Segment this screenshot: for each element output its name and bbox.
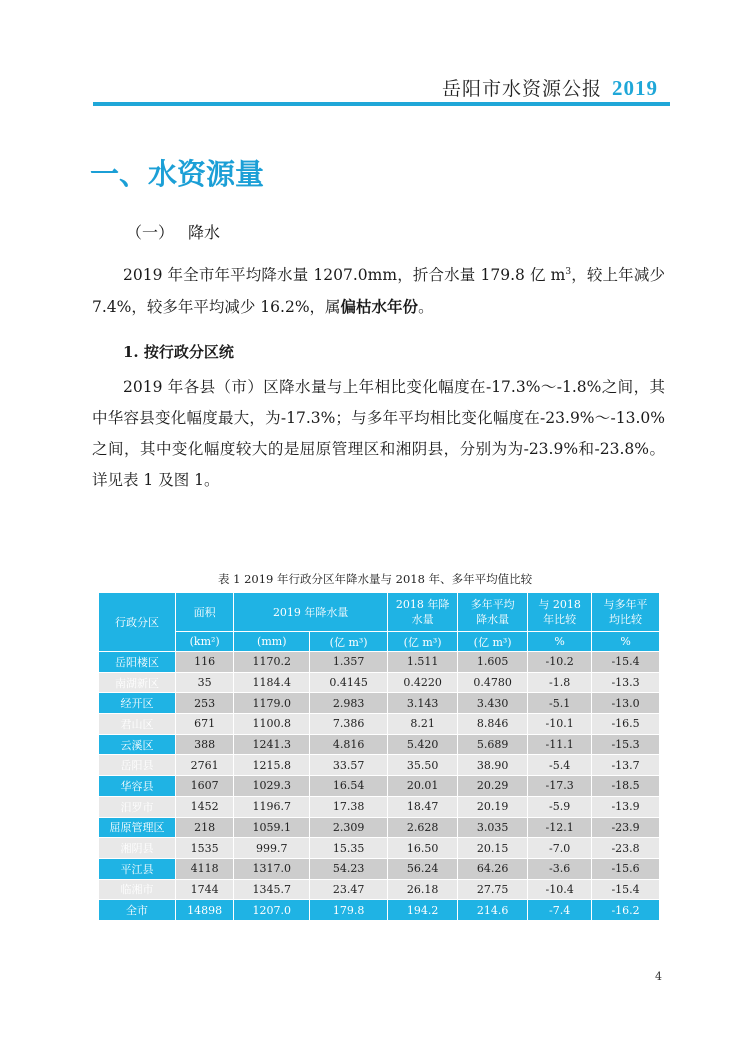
cell-volume-2018: 3.143 <box>388 693 458 714</box>
cell-volume-avg: 3.035 <box>458 817 528 838</box>
header-precip-2018-line2: 水量 <box>411 613 434 626</box>
cell-depth-mm: 1184.4 <box>234 672 310 693</box>
cell-area: 116 <box>176 652 234 673</box>
cell-area: 14898 <box>176 900 234 921</box>
header-precip-2019: 2019 年降水量 <box>234 593 388 632</box>
cell-volume: 17.38 <box>310 796 388 817</box>
para1-text-a: 2019 年全市年平均降水量 1207.0mm，折合水量 179.8 亿 m <box>123 266 566 285</box>
header-avg-line1: 多年平均 <box>470 598 515 611</box>
cell-region: 经开区 <box>99 693 176 714</box>
cell-region: 汨罗市 <box>99 796 176 817</box>
cell-volume: 4.816 <box>310 734 388 755</box>
header-avg-precip <box>458 593 528 632</box>
header-compare-avg <box>592 593 660 632</box>
cell-volume: 2.309 <box>310 817 388 838</box>
cell-change-2018: -7.0 <box>528 838 592 859</box>
report-header <box>442 74 658 101</box>
cell-change-avg: -23.8 <box>592 838 660 859</box>
unit-pct-avg: % <box>592 632 660 652</box>
header-precip-2018-line1: 2018 年降 <box>395 598 450 611</box>
cell-change-2018: -10.2 <box>528 652 592 673</box>
cell-region: 全市 <box>99 900 176 921</box>
cell-region: 岳阳楼区 <box>99 652 176 673</box>
cell-volume: 54.23 <box>310 858 388 879</box>
para1-bold-term: 偏枯水年份 <box>340 297 419 317</box>
table-row <box>99 796 660 817</box>
cell-volume-2018: 20.01 <box>388 776 458 797</box>
cell-region: 岳阳县 <box>99 755 176 776</box>
cell-depth-mm: 1100.8 <box>234 714 310 735</box>
cell-change-2018: -5.9 <box>528 796 592 817</box>
cell-volume-2018: 18.47 <box>388 796 458 817</box>
table-row <box>99 755 660 776</box>
header-cmpavg-line1: 与多年平 <box>603 598 648 611</box>
cell-volume-avg: 38.90 <box>458 755 528 776</box>
cell-region: 临湘市 <box>99 879 176 900</box>
cell-change-avg: -16.5 <box>592 714 660 735</box>
table-row <box>99 817 660 838</box>
cell-change-2018: -3.6 <box>528 858 592 879</box>
cell-area: 218 <box>176 817 234 838</box>
report-year: 2019 <box>612 76 658 100</box>
unit-depth: (mm) <box>234 632 310 652</box>
cell-change-avg: -13.0 <box>592 693 660 714</box>
cell-change-2018: -5.4 <box>528 755 592 776</box>
cell-area: 1744 <box>176 879 234 900</box>
cell-depth-mm: 999.7 <box>234 838 310 859</box>
cell-volume: 23.47 <box>310 879 388 900</box>
cell-region: 华容县 <box>99 776 176 797</box>
cell-depth-mm: 1241.3 <box>234 734 310 755</box>
cell-region: 云溪区 <box>99 734 176 755</box>
cell-volume: 33.57 <box>310 755 388 776</box>
cell-area: 671 <box>176 714 234 735</box>
cell-volume-2018: 1.511 <box>388 652 458 673</box>
cell-region: 湘阴县 <box>99 838 176 859</box>
cell-area: 1452 <box>176 796 234 817</box>
paragraph-annual-precipitation <box>92 257 665 323</box>
cell-volume-avg: 8.846 <box>458 714 528 735</box>
table-body <box>99 652 660 921</box>
section-number: （一） <box>126 223 175 242</box>
cell-volume-avg: 20.15 <box>458 838 528 859</box>
cell-change-avg: -15.6 <box>592 858 660 879</box>
cell-volume-avg: 1.605 <box>458 652 528 673</box>
unit-volume-avg: (亿 m³) <box>458 632 528 652</box>
cell-volume-avg: 27.75 <box>458 879 528 900</box>
cell-area: 35 <box>176 672 234 693</box>
cell-volume-avg: 5.689 <box>458 734 528 755</box>
cell-volume: 7.386 <box>310 714 388 735</box>
cell-change-avg: -18.5 <box>592 776 660 797</box>
report-title: 岳阳市水资源公报 <box>441 78 602 100</box>
para1-text-c: 。 <box>418 298 434 317</box>
header-compare-2018 <box>528 593 592 632</box>
cell-depth-mm: 1179.0 <box>234 693 310 714</box>
table-row <box>99 672 660 693</box>
subsection-heading: 1. 按行政分区统 <box>123 343 234 361</box>
paragraph-district-variation: 2019 年各县（市）区降水量与上年相比变化幅度在-17.3%～-1.8%之间，其中华容县变化幅度最大，为-17.3%；与多年平均相比变化幅度在-23.9%～-13.0%之间，其中变化幅度较大的是屈原管理区和湘阴县，分别为为-23.9%和-23.8%。详见表 1 及图 1。 <box>92 378 665 489</box>
header-cmp2018-line2: 年比较 <box>543 613 577 626</box>
cell-area: 4118 <box>176 858 234 879</box>
unit-volume-2018: (亿 m³) <box>388 632 458 652</box>
cell-change-2018: -11.1 <box>528 734 592 755</box>
table-row <box>99 714 660 735</box>
header-precip-2018 <box>388 593 458 632</box>
cell-area: 2761 <box>176 755 234 776</box>
cell-depth-mm: 1170.2 <box>234 652 310 673</box>
cell-volume-avg: 20.19 <box>458 796 528 817</box>
cell-volume-avg: 3.430 <box>458 693 528 714</box>
cell-change-avg: -15.4 <box>592 652 660 673</box>
cell-area: 1607 <box>176 776 234 797</box>
section-heading <box>126 220 220 243</box>
precipitation-table <box>98 592 660 921</box>
table-row <box>99 838 660 859</box>
unit-volume: (亿 m³) <box>310 632 388 652</box>
table-row <box>99 693 660 714</box>
header-divider <box>93 102 670 106</box>
cell-volume: 2.983 <box>310 693 388 714</box>
chapter-title: 一、水资源量 <box>90 157 265 191</box>
unit-area: (km²) <box>176 632 234 652</box>
page-number: 4 <box>655 970 662 983</box>
cell-volume-2018: 35.50 <box>388 755 458 776</box>
table-caption: 表 1 2019 年行政分区年降水量与 2018 年、多年平均值比较 <box>217 572 533 586</box>
cell-area: 253 <box>176 693 234 714</box>
table-row <box>99 652 660 673</box>
unit-pct-2018: % <box>528 632 592 652</box>
cell-depth-mm: 1059.1 <box>234 817 310 838</box>
cell-change-avg: -16.2 <box>592 900 660 921</box>
cell-change-2018: -5.1 <box>528 693 592 714</box>
header-cmpavg-line2: 均比较 <box>609 613 643 626</box>
para1-superscript: 3 <box>565 267 572 277</box>
cell-depth-mm: 1215.8 <box>234 755 310 776</box>
cell-change-2018: -10.1 <box>528 714 592 735</box>
cell-volume: 16.54 <box>310 776 388 797</box>
cell-volume: 15.35 <box>310 838 388 859</box>
cell-region: 平江县 <box>99 858 176 879</box>
table-row <box>99 734 660 755</box>
cell-change-avg: -23.9 <box>592 817 660 838</box>
header-row <box>99 593 660 632</box>
cell-change-2018: -12.1 <box>528 817 592 838</box>
cell-area: 388 <box>176 734 234 755</box>
cell-depth-mm: 1196.7 <box>234 796 310 817</box>
cell-volume: 179.8 <box>310 900 388 921</box>
units-row <box>99 632 660 652</box>
cell-change-avg: -13.3 <box>592 672 660 693</box>
table-row <box>99 879 660 900</box>
cell-volume: 0.4145 <box>310 672 388 693</box>
cell-region: 屈原管理区 <box>99 817 176 838</box>
cell-change-2018: -10.4 <box>528 879 592 900</box>
cell-change-avg: -15.3 <box>592 734 660 755</box>
cell-volume-2018: 194.2 <box>388 900 458 921</box>
cell-volume-2018: 5.420 <box>388 734 458 755</box>
cell-volume-avg: 64.26 <box>458 858 528 879</box>
cell-volume-2018: 16.50 <box>388 838 458 859</box>
cell-volume-2018: 56.24 <box>388 858 458 879</box>
table-row <box>99 776 660 797</box>
cell-depth-mm: 1345.7 <box>234 879 310 900</box>
cell-volume-2018: 26.18 <box>388 879 458 900</box>
cell-volume-2018: 0.4220 <box>388 672 458 693</box>
cell-volume-avg: 214.6 <box>458 900 528 921</box>
cell-volume-2018: 8.21 <box>388 714 458 735</box>
header-area: 面积 <box>176 593 234 632</box>
header-cmp2018-line1: 与 2018 <box>538 598 581 611</box>
table-header <box>99 593 660 652</box>
cell-change-2018: -7.4 <box>528 900 592 921</box>
table-row <box>99 858 660 879</box>
cell-area: 1535 <box>176 838 234 859</box>
cell-change-2018: -17.3 <box>528 776 592 797</box>
cell-depth-mm: 1029.3 <box>234 776 310 797</box>
cell-change-avg: -13.9 <box>592 796 660 817</box>
cell-region: 君山区 <box>99 714 176 735</box>
cell-depth-mm: 1207.0 <box>234 900 310 921</box>
section-title: 降水 <box>188 223 221 242</box>
cell-depth-mm: 1317.0 <box>234 858 310 879</box>
cell-region: 南湖新区 <box>99 672 176 693</box>
header-region: 行政分区 <box>99 593 176 652</box>
para1-text-b: ，较上年减少 7.4%，较多年平均减少 16.2%，属 <box>92 266 665 317</box>
cell-volume-avg: 0.4780 <box>458 672 528 693</box>
cell-volume-2018: 2.628 <box>388 817 458 838</box>
cell-change-avg: -15.4 <box>592 879 660 900</box>
cell-volume: 1.357 <box>310 652 388 673</box>
table-total-row <box>99 900 660 921</box>
cell-change-avg: -13.7 <box>592 755 660 776</box>
header-avg-line2: 降水量 <box>476 613 510 626</box>
cell-volume-avg: 20.29 <box>458 776 528 797</box>
cell-change-2018: -1.8 <box>528 672 592 693</box>
